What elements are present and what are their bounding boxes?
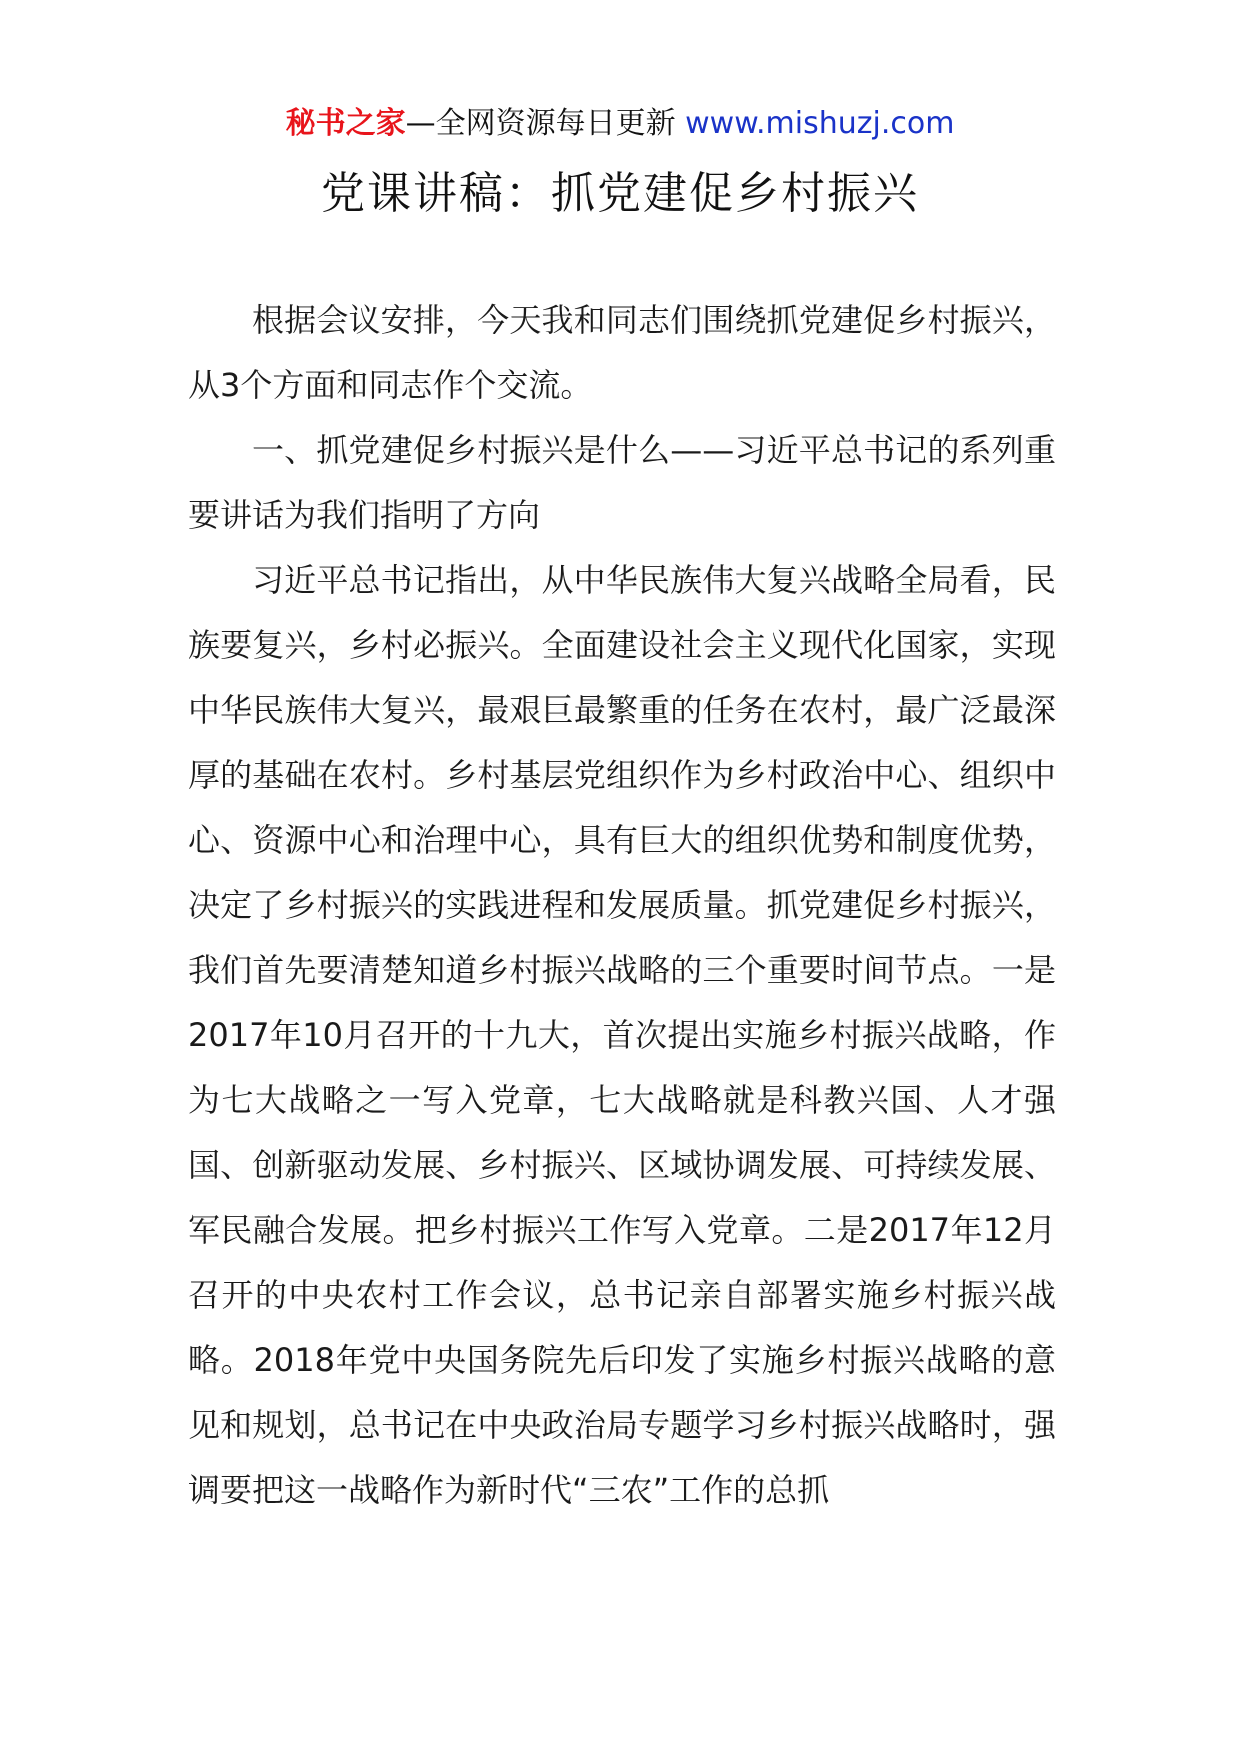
brand-name: 秘书之家 (285, 106, 406, 141)
paragraph-intro: 根据会议安排，今天我和同志们围绕抓党建促乡村振兴，从3个方面和同志作个交流。 (188, 301, 1056, 404)
document-title: 党课讲稿：抓党建促乡村振兴 (321, 168, 919, 219)
section-heading-1: 一、抓党建促乡村振兴是什么——习近平总书记的系列重要讲话为我们指明了方向 (188, 431, 1056, 534)
site-header (0, 100, 1240, 148)
document-body (188, 288, 1056, 1523)
site-tagline: —全网资源每日更新 (405, 106, 676, 141)
paragraph-body: 习近平总书记指出，从中华民族伟大复兴战略全局看，民族要复兴，乡村必振兴。全面建设社会主义现代化国家，实现中华民族伟大复兴，最艰巨最繁重的任务在农村，最广泛最深厚的基础在农村。乡村基层党组织作为乡村政治中心、组织中心、资源中心和治理中心，具有巨大的组织优势和制度优势，决定了乡村振兴的实践进程和发展质量。抓党建促乡村振兴，我们首先要清楚知道乡村振兴战略的三个重要时间节点。一是2017年10月召开的十九大，首次提出实施乡村振兴战略，作为七大战略之一写入党章，七大战略就是科教兴国、人才强国、创新驱动发展、乡村振兴、区域协调发展、可持续发展、军民融合发展。把乡村振兴工作写入党章。二是2017年12月召开的中央农村工作会议，总书记亲自部署实施乡村振兴战略。2018年党中央国务院先后印发了实施乡村振兴战略的意见和规划，总书记在中央政治局专题学习乡村振兴战略时，强调要把这一战略作为新时代“三农”工作的总抓 (188, 561, 1056, 1509)
site-url-link[interactable]: www.mishuzj.com (685, 106, 955, 141)
